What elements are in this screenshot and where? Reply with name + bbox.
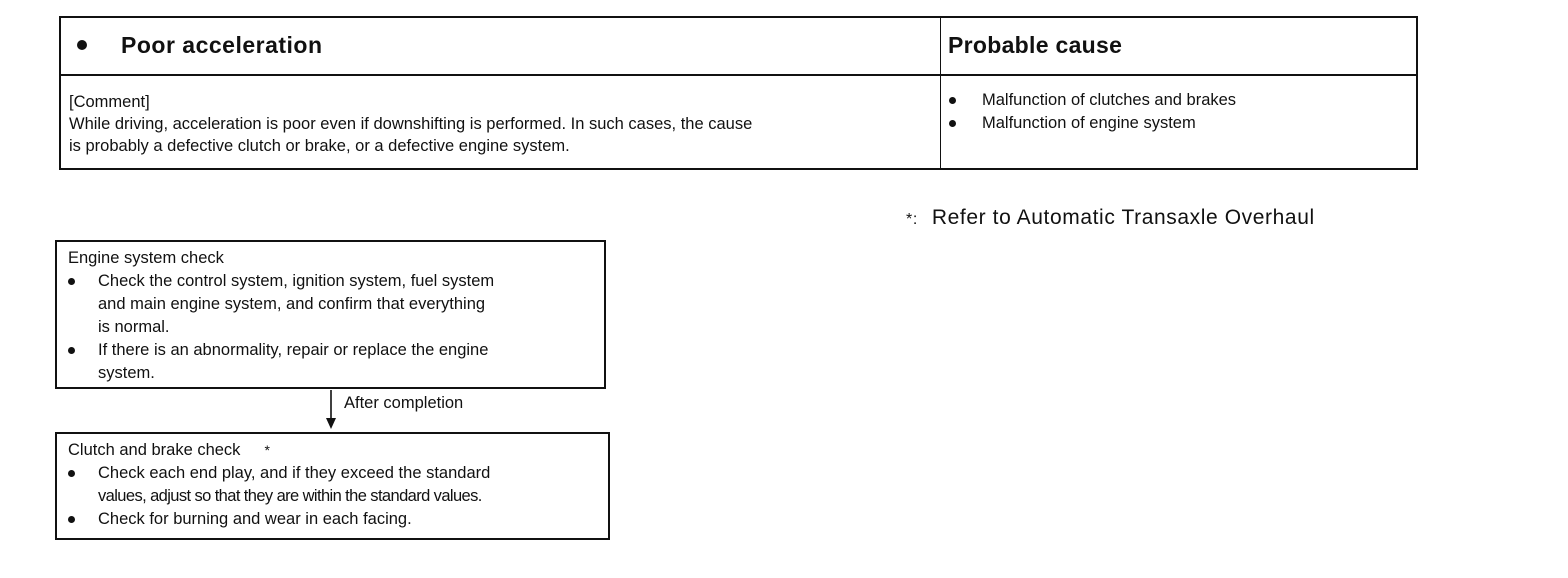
after-completion-label: After completion [344, 394, 464, 412]
check-text: If there is an abnormality, repair or replace the engine [98, 341, 489, 359]
check-text: Check each end play, and if they exceed the standard [98, 464, 491, 482]
bullet-icon [949, 120, 956, 127]
reference-note [906, 206, 1315, 230]
clutch-brake-check-box [55, 432, 610, 540]
cause-item [949, 112, 1236, 135]
cause-text: Malfunction of engine system [982, 114, 1196, 132]
bullet-icon [68, 347, 75, 354]
comment-line: is probably a defective clutch or brake, or a defective engine system. [69, 137, 570, 155]
bullet-icon [68, 470, 75, 477]
comment-block [69, 91, 934, 157]
bullet-icon [68, 278, 75, 285]
check-text: and main engine system, and confirm that everything [98, 295, 486, 313]
check-item [68, 339, 596, 385]
cause-text: Malfunction of clutches and brakes [982, 91, 1237, 109]
header-row-divider [61, 74, 1416, 76]
engine-system-check-box [55, 240, 606, 389]
clutch-check-title: Clutch and brake check [68, 441, 241, 459]
check-item [68, 462, 600, 508]
probable-cause-header: Probable cause [948, 32, 1123, 58]
column-divider [940, 18, 941, 168]
check-text: is normal. [98, 318, 170, 336]
reference-marker: * [264, 442, 270, 458]
bullet-icon [77, 40, 87, 50]
engine-check-title: Engine system check [68, 249, 224, 267]
symptom-table [59, 16, 1418, 170]
clutch-check-title-row [68, 439, 600, 462]
cause-item [949, 89, 1236, 112]
reference-text: Refer to Automatic Transaxle Overhaul [931, 206, 1315, 229]
down-arrow-icon [324, 390, 338, 430]
comment-line: While driving, acceleration is poor even if downshifting is performed. In such cases, the cause [69, 115, 753, 133]
symptom-title: Poor acceleration [121, 32, 323, 58]
check-text: values, adjust so that they are within the standard values. [98, 487, 482, 505]
symptom-header [77, 32, 323, 59]
probable-cause-list [949, 89, 1236, 135]
check-item [68, 508, 600, 531]
check-item [68, 270, 596, 339]
bullet-icon [949, 97, 956, 104]
check-text: Check for burning and wear in each facing. [98, 510, 412, 528]
check-text: Check the control system, ignition system, fuel system [98, 272, 495, 290]
check-text: system. [98, 364, 155, 382]
reference-marker: *: [906, 211, 918, 228]
bullet-icon [68, 516, 75, 523]
comment-label: [Comment] [69, 93, 150, 111]
